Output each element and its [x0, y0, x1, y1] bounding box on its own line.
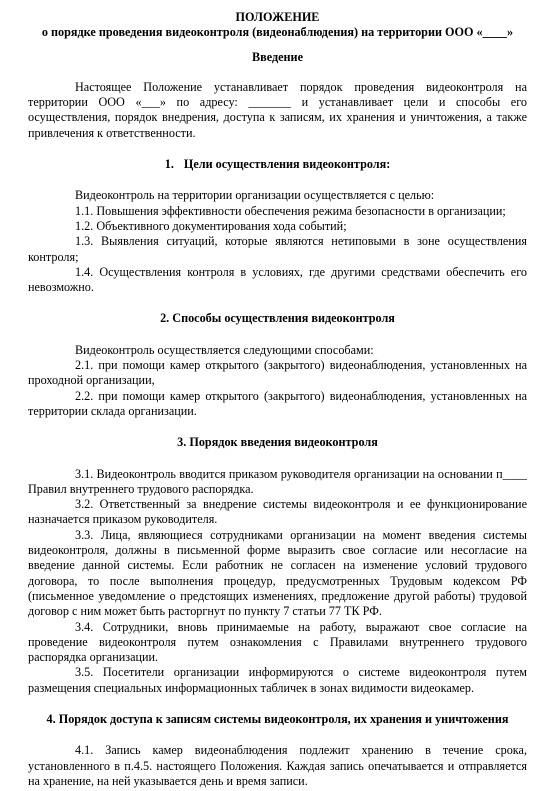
intro-heading: Введение: [252, 49, 303, 64]
intro-paragraph: Настоящее Положение устанавливает порядок проведения видеоконтроля на территории ООО «___» по адресу: _______ и устанавливает цели и способы его осуществления, порядок внедрения, доступа к записям, их хранения и уничтожения, а также привлечения к ответственности.: [28, 79, 527, 140]
section1-lead: Видеоконтроль на территории организации осуществляется с целью:: [75, 188, 435, 203]
document-subtitle: о порядке проведения видеоконтроля (видеонаблюдения) на территории ООО «____»: [41, 25, 514, 40]
section1-number: 1.: [164, 157, 174, 172]
section4-heading: 4. Порядок доступа к записям системы видеоконтроля, их хранения и уничтожения: [46, 711, 509, 726]
section1-item-2: 1.2. Объективного документирования хода событий;: [75, 218, 347, 233]
document-page: [28, 8, 527, 789]
section1-heading: [28, 157, 527, 172]
section2-heading: 2. Способы осуществления видеоконтроля: [160, 311, 395, 326]
section4-item-1: 4.1. Запись камер видеонаблюдения подлежит хранению в течение срока, установленного в п.4.5. настоящего Положения. Каждая запись опечатывается и отправляется на хранение, на ней указывается день и время записи.: [28, 743, 527, 788]
section1-item-3: 1.3. Выявления ситуаций, которые являются нетиповыми в зоне осуществления контроля;: [28, 234, 527, 264]
section3-item-2: 3.2. Ответственный за внедрение системы видеоконтроля и ее функционирование назначается приказом руководителя.: [28, 497, 527, 527]
section1-heading-text: Цели осуществления видеоконтроля:: [183, 157, 391, 172]
section3-item-5: 3.5. Посетители организации информируются о системе видеоконтроля путем размещения специальных информационных табличек в зонах видимости видеокамер.: [28, 665, 527, 695]
section2-item-2: 2.2. при помощи камер открытого (закрытого) видеонаблюдения, установленных на территории склада организации.: [28, 388, 527, 418]
section3-item-4: 3.4. Сотрудники, вновь принимаемые на работу, выражают свое согласие на проведение видеоконтроля путем ознакомления с Правилами внутреннего трудового распорядка организации.: [28, 619, 527, 665]
section3-heading: 3. Порядок введения видеоконтроля: [177, 435, 378, 450]
section2-item-1: 2.1. при помощи камер открытого (закрытого) видеонаблюдения, установленных на проходной организации,: [28, 358, 527, 388]
section2-lead: Видеоконтроль осуществляется следующими способами:: [75, 342, 374, 357]
section1-item-1: 1.1. Повышения эффективности обеспечения режима безопасности в организации;: [75, 203, 506, 218]
section3-item-1: 3.1. Видеоконтроль вводится приказом руководителя организации на основании п____ Правил внутреннего трудового распорядка.: [28, 466, 527, 496]
document-title: ПОЛОЖЕНИЕ: [235, 10, 320, 24]
section3-item-3: 3.3. Лица, являющиеся сотрудниками организации на момент введения системы видеоконтроля, должны в письменной форме выразить свое согласие или несогласие на введение данной системы. Если работник не согласен на изменение условий трудового договора, то после выполнения процедур, предусмотренных Трудовым кодексом РФ (письменное уведомление о предстоящих изменениях, предложение другой работы) трудовой договор с ним может быть расторгнут по пункту 7 статьи 77 ТК РФ.: [28, 527, 527, 619]
section1-item-4: 1.4. Осуществления контроля в условиях, где другими средствами обеспечить его невозможно.: [28, 264, 527, 295]
